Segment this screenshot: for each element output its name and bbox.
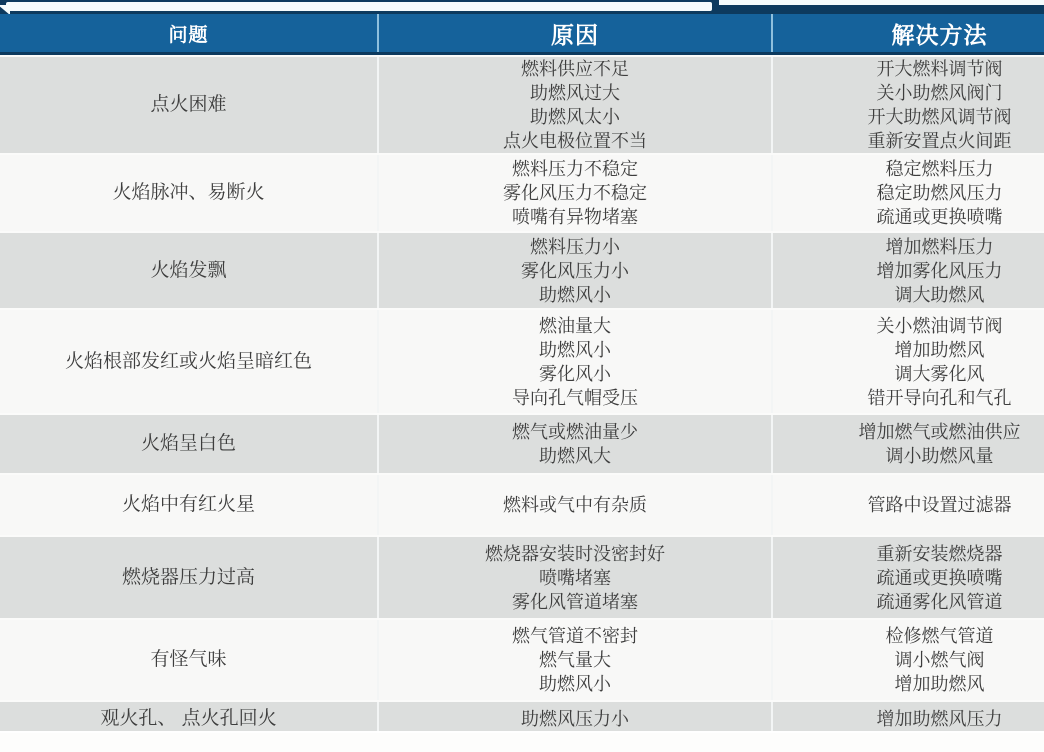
solution-line: 开大助燃风调节阀 xyxy=(867,107,1012,127)
table-row xyxy=(0,473,1044,535)
cause-line: 助燃风压力小 xyxy=(521,709,629,729)
solution-cell xyxy=(771,57,1044,153)
problem-cell xyxy=(0,310,377,413)
solution-cell xyxy=(771,155,1044,231)
cause-line: 燃气管道不密封 xyxy=(512,626,638,646)
cause-line: 雾化风压力小 xyxy=(521,260,629,281)
table-row xyxy=(0,413,1044,473)
problem-text: 火焰呈白色 xyxy=(140,433,236,454)
cause-line: 助燃风小 xyxy=(539,284,611,305)
solution-line: 关小燃油调节阀 xyxy=(876,315,1003,336)
cause-cell xyxy=(377,155,771,231)
solution-line: 重新安置点火间距 xyxy=(867,131,1012,151)
solution-line: 重新安装燃烧器 xyxy=(876,543,1003,564)
solution-line: 调小助燃风量 xyxy=(885,446,994,466)
cause-cell xyxy=(377,537,771,618)
solution-line: 关小助燃风阀门 xyxy=(876,83,1003,103)
cause-cell xyxy=(377,475,771,535)
solution-cell xyxy=(771,415,1044,473)
solution-cell xyxy=(771,310,1044,413)
solution-cell xyxy=(771,537,1044,618)
header-solution: 解决方法 xyxy=(771,14,1044,52)
table-row xyxy=(0,231,1044,308)
solution-line: 增加雾化风压力 xyxy=(876,260,1003,281)
cause-cell xyxy=(377,233,771,308)
solution-line: 检修燃气管道 xyxy=(885,626,994,646)
top-white-sliver xyxy=(719,0,1044,5)
solution-line: 增加助燃风 xyxy=(894,339,985,360)
solution-line: 稳定燃料压力 xyxy=(885,159,994,179)
solution-line: 开大燃料调节阀 xyxy=(876,59,1003,79)
problem-text: 观火孔、 点火孔回火 xyxy=(100,708,277,729)
cause-line: 导向孔气帽受压 xyxy=(512,387,638,408)
top-edge-strip xyxy=(0,0,1044,14)
bottom-edge-strip xyxy=(0,731,1044,752)
solution-line: 增加助燃风 xyxy=(894,674,985,694)
cause-line: 雾化风压力不稳定 xyxy=(503,183,647,203)
burner-troubleshooting-table xyxy=(0,14,1044,736)
problem-cell xyxy=(0,475,377,535)
cause-line: 燃料或气中有杂质 xyxy=(503,495,647,515)
problem-cell xyxy=(0,155,377,231)
cause-line: 燃油量大 xyxy=(539,315,611,336)
table-row xyxy=(0,55,1044,153)
top-white-bar xyxy=(6,2,712,11)
problem-cell xyxy=(0,57,377,153)
cause-line: 助燃风小 xyxy=(539,674,611,694)
cause-line: 助燃风太小 xyxy=(530,107,620,127)
cause-line: 助燃风过大 xyxy=(530,83,620,103)
problem-cell xyxy=(0,537,377,618)
solution-line: 疏通雾化风管道 xyxy=(876,591,1003,612)
solution-line: 疏通或更换喷嘴 xyxy=(876,207,1003,227)
table-row xyxy=(0,308,1044,413)
cause-line: 喷嘴有异物堵塞 xyxy=(512,207,638,227)
table-row xyxy=(0,535,1044,618)
cause-line: 点火电极位置不当 xyxy=(503,131,647,151)
solution-line: 稳定助燃风压力 xyxy=(876,183,1003,203)
solution-line: 管路中设置过滤器 xyxy=(867,495,1012,515)
problem-text: 火焰根部发红或火焰呈暗红色 xyxy=(64,350,312,372)
table-row xyxy=(0,153,1044,231)
cause-cell xyxy=(377,310,771,413)
solution-line: 调小燃气阀 xyxy=(894,650,985,670)
header-cause: 原因 xyxy=(377,14,771,52)
cause-line: 雾化风小 xyxy=(539,363,611,384)
solution-line: 调大助燃风 xyxy=(894,284,985,305)
cause-line: 助燃风小 xyxy=(539,339,611,360)
cause-cell xyxy=(377,57,771,153)
solution-line: 疏通或更换喷嘴 xyxy=(876,567,1003,588)
cause-line: 燃气量大 xyxy=(539,650,611,670)
cause-line: 燃气或燃油量少 xyxy=(512,422,638,442)
cause-cell xyxy=(377,415,771,473)
problem-text: 火焰发飘 xyxy=(150,259,227,281)
cause-line: 燃烧器安装时没密封好 xyxy=(485,543,665,564)
solution-line: 增加助燃风压力 xyxy=(876,709,1003,729)
problem-text: 有怪气味 xyxy=(150,649,227,670)
problem-text: 点火困难 xyxy=(150,94,227,115)
solution-cell xyxy=(771,475,1044,535)
header-problem: 问题 xyxy=(168,24,209,46)
solution-cell xyxy=(771,233,1044,308)
solution-cell xyxy=(771,620,1044,700)
cause-line: 燃料压力小 xyxy=(530,236,620,257)
solution-line: 增加燃气或燃油供应 xyxy=(858,422,1021,442)
solution-line: 调大雾化风 xyxy=(894,363,985,384)
cause-line: 雾化风管道堵塞 xyxy=(512,591,638,612)
solution-line: 增加燃料压力 xyxy=(885,236,994,257)
problem-cell xyxy=(0,620,377,700)
solution-line: 错开导向孔和气孔 xyxy=(867,387,1012,408)
problem-cell xyxy=(0,233,377,308)
table-row xyxy=(0,618,1044,700)
problem-text: 火焰脉冲、易断火 xyxy=(112,182,265,203)
cause-cell xyxy=(377,620,771,700)
table-header-row xyxy=(0,14,1044,55)
cause-line: 燃料供应不足 xyxy=(521,59,629,79)
problem-text: 火焰中有红火星 xyxy=(121,494,255,515)
cause-line: 助燃风大 xyxy=(539,446,611,466)
cause-line: 喷嘴堵塞 xyxy=(539,567,611,588)
problem-cell xyxy=(0,415,377,473)
problem-text: 燃烧器压力过高 xyxy=(121,566,255,588)
cause-line: 燃料压力不稳定 xyxy=(512,159,638,179)
